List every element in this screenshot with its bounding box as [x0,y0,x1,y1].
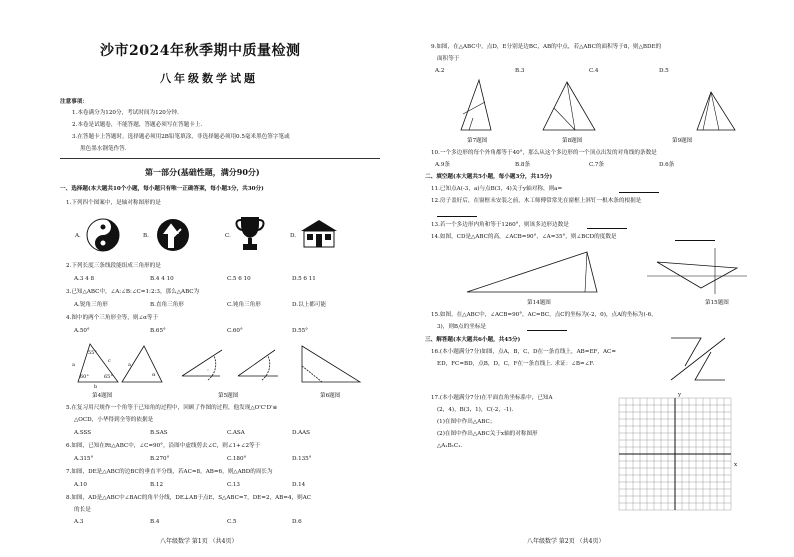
q6-opt-c: C.180° [227,456,247,462]
trophy-icon [235,214,265,254]
q2-text: 2.下列长度三条线段能组成三角形的是 [66,263,161,269]
q1-opt-a: A. [75,233,81,239]
section3-heading: 三、解答题(本大题共6小题，共45分) [425,337,521,343]
q3-text: 3.已知△ABC中，∠A:∠B:∠C=1:2:3，那么△ABC为 [66,289,200,295]
q16-text: 16.(本小题满分7分)如图，点A，B，C，D在一条直线上，AB=EF，AC= [431,349,617,355]
q1-text: 1.下列四个图案中，是轴对称图形的是 [66,200,161,206]
fig4-angle-55: 55° [88,350,97,356]
figures-4-5-6 [70,340,370,390]
q4-opt-d: D.55° [292,328,308,334]
section1-heading: 一、选择题(本大题共10个小题，每小题只有唯一正确答案，每小题3分，共30分) [60,186,264,192]
q5-opt-d: D.AAS [292,430,310,436]
q14-text: 14.如图，CD是△ABC的高，∠ACB=90°，∠A=35°，则∠BCD的度数是 [431,234,617,240]
q7-opt-c: C.13 [227,482,240,488]
q9-text-2: 面积等于 [437,56,460,62]
fig4-alpha: α [152,372,156,378]
q17-part1: (1)在图中作出△ABC； [437,419,496,425]
q17-text-2: (2，4)，B(3，1)，C(-2，-1). [437,407,514,413]
q16-text-2: ED，FC=BD，点B，D，C，F在一条直线上. 求证：∠B=∠F. [437,361,595,367]
q8-text: 8.如图，AD是△ABC中∠BAC的角平分线，DE⊥AB于点E，S△ABC=7，DE=2，AB=4，则AC [66,495,312,501]
right-page [397,0,794,557]
q12-text: 12.房子盖好后，在窗框未安装之前，木工师傅常常先在窗框上斜钉一根木条的根据是 [431,198,642,204]
q7-text: 7.如图，DE是△ABC的边BC的垂直平分线，若AC=8，AB=6，则△ABD的周长为 [66,469,273,475]
q4-text: 4.图中的两个三角形全等，则∠α等于 [66,315,159,321]
q8-opt-d: D.6 [292,519,302,525]
figures-7-8-9 [449,78,749,134]
q2-opt-c: C.5 6 10 [227,276,251,282]
fig15-label: 第15题图 [705,300,729,306]
fig4-label: 第4题图 [92,393,113,399]
q10-opt-a: A.9条 [435,162,450,168]
note-3: 3.在答题卡上答题时，选择题必须用2B铅笔填涂，非选择题必须用0.5毫米黑色签字笔或 [72,134,290,140]
note-2: 2.本卷是试题卷，不能答题，答题必须写在答题卡上. [72,122,203,128]
q8-opt-a: A.3 [74,519,84,525]
figures-14-15 [457,246,757,298]
q9-opt-c: C.4 [589,68,599,74]
fig4-side-b: b [94,384,98,390]
q7-opt-b: B.12 [150,482,164,488]
q1-opt-b: B. [143,233,149,239]
house-icon [300,219,338,249]
q10-opt-c: C.7条 [589,162,605,168]
q4-opt-a: A.50° [74,328,90,334]
q10-opt-b: B.8条 [515,162,531,168]
q11-text: 11.已知点A(-3，a)与点B(3，4)关于y轴对称，则a= [431,186,563,192]
coordinate-grid [619,398,731,510]
q15-text-2: 3)，则B点的坐标是 [437,324,487,330]
q5-text-2: △OCD，小华得到全等的依据是 [74,417,154,423]
figure-16 [665,336,735,384]
fig4-side-a: a [72,362,75,368]
q6-text: 6.如图，已知在Rt△ABC中，∠C=90°，沿图中虚线剪去∠C，则∠1+∠2等于 [66,443,261,449]
q9-opt-d: D.5 [659,68,669,74]
q1-opt-c: C. [225,233,231,239]
fig4-side-a2: a [128,362,131,368]
fig14-label: 第14题图 [527,300,551,306]
q2-opt-b: B.4 4 10 [150,276,174,282]
q5-opt-c: C.ASA [227,430,245,436]
q2-opt-d: D.5 6 11 [292,276,316,282]
q8-text-2: 的长是 [74,507,91,513]
q3-opt-a: A.锐角三角形 [74,302,108,308]
q5-opt-a: A.SSS [74,430,92,436]
fig8-label: 第8题图 [562,138,583,144]
q4-opt-c: C.60° [227,328,243,334]
q8-opt-c: C.5 [227,519,237,525]
q17-part2: (2)在图中作出△ABC关于x轴的对称图形 [437,431,538,437]
q17-part2-b: △A₁B₁C₁. [437,443,463,449]
q3-opt-c: C.钝角三角形 [227,302,261,308]
fig6-label: 第6题图 [320,393,341,399]
q9-opt-b: B.3 [515,68,525,74]
q17-text: 17.(本小题满分7分)在平面直角坐标系中，已知A [431,395,553,401]
q11-blank [619,192,659,193]
left-footer: 八年级数学 第1页 （共4页） [160,538,238,545]
road-sign-icon [155,217,191,253]
q13-blank [587,228,627,229]
q7-opt-d: D.14 [292,482,306,488]
q6-opt-b: B.270° [150,456,170,462]
part1-heading: 第一部分(基础性题，满分90分) [145,167,260,177]
fig9-label: 第9题图 [672,138,693,144]
q8-opt-b: B.4 [150,519,160,525]
fig4-angle-65: 65° [104,374,113,380]
q13-text: 13.若一个多边形内角和等于1260°，则该多边形边数是 [431,222,569,228]
yin-yang-icon [85,217,121,253]
notes-heading: 注意事项： [60,99,88,105]
fig4-angle-60: 60° [80,374,89,380]
fig7-label: 第7题图 [467,138,488,144]
q14-blank [675,240,715,241]
right-footer: 八年级数学 第2页 （共4页） [527,538,605,545]
x-axis-label: x [734,462,738,468]
q9-opt-a: A.2 [435,68,445,74]
q10-opt-d: D.6条 [659,162,675,168]
note-4: 黑色墨水钢笔作答. [80,146,127,152]
fig4-side-c: c [108,358,111,364]
q6-opt-d: D.135° [292,456,312,462]
q5-opt-b: B.SAS [150,430,168,436]
q5-text: 5.在复习用尺规作一个角等于已知角的过程中，回顾了作图的过程，他发现△O'C'D'≌ [66,405,278,411]
q3-opt-b: B.直角三角形 [150,302,184,308]
y-axis-label: y [678,392,682,398]
q15-blank [527,330,567,331]
q6-opt-a: A.315° [74,456,94,462]
q12-blank [437,216,477,217]
q4-opt-b: B.65° [150,328,166,334]
note-1: 1.本卷满分为120分，考试时间为120分钟. [72,110,179,116]
section2-heading: 二、填空题(本大题共5小题，每小题3分，共15分) [425,174,553,180]
exam-title: 沙市2024年秋季期中质量检测 [100,43,301,59]
q1-opt-d: D. [290,233,297,239]
q2-opt-a: A.3 4 8 [74,276,95,282]
fig5-label: 第5题图 [218,393,239,399]
q3-opt-d: D.以上都可能 [292,302,327,308]
q15-text: 15.如图，在△ABC中，∠ACB=90°，AC=BC，点C的坐标为(-2，0)，点A的坐标为(-6， [431,312,657,318]
exam-subtitle: 八年级数学试题 [160,72,258,85]
q7-opt-a: A.10 [74,482,87,488]
divider [60,158,380,159]
q9-text: 9.如图，在△ABC中，点D，E分别是边BC，AB的中点，若△ABC的面积等于8，则△BDE的 [431,44,662,50]
q10-text: 10.一个多边形的每个外角都等于40°，那么从这个多边形的一个顶点出发的对角线的条数是 [431,150,657,156]
